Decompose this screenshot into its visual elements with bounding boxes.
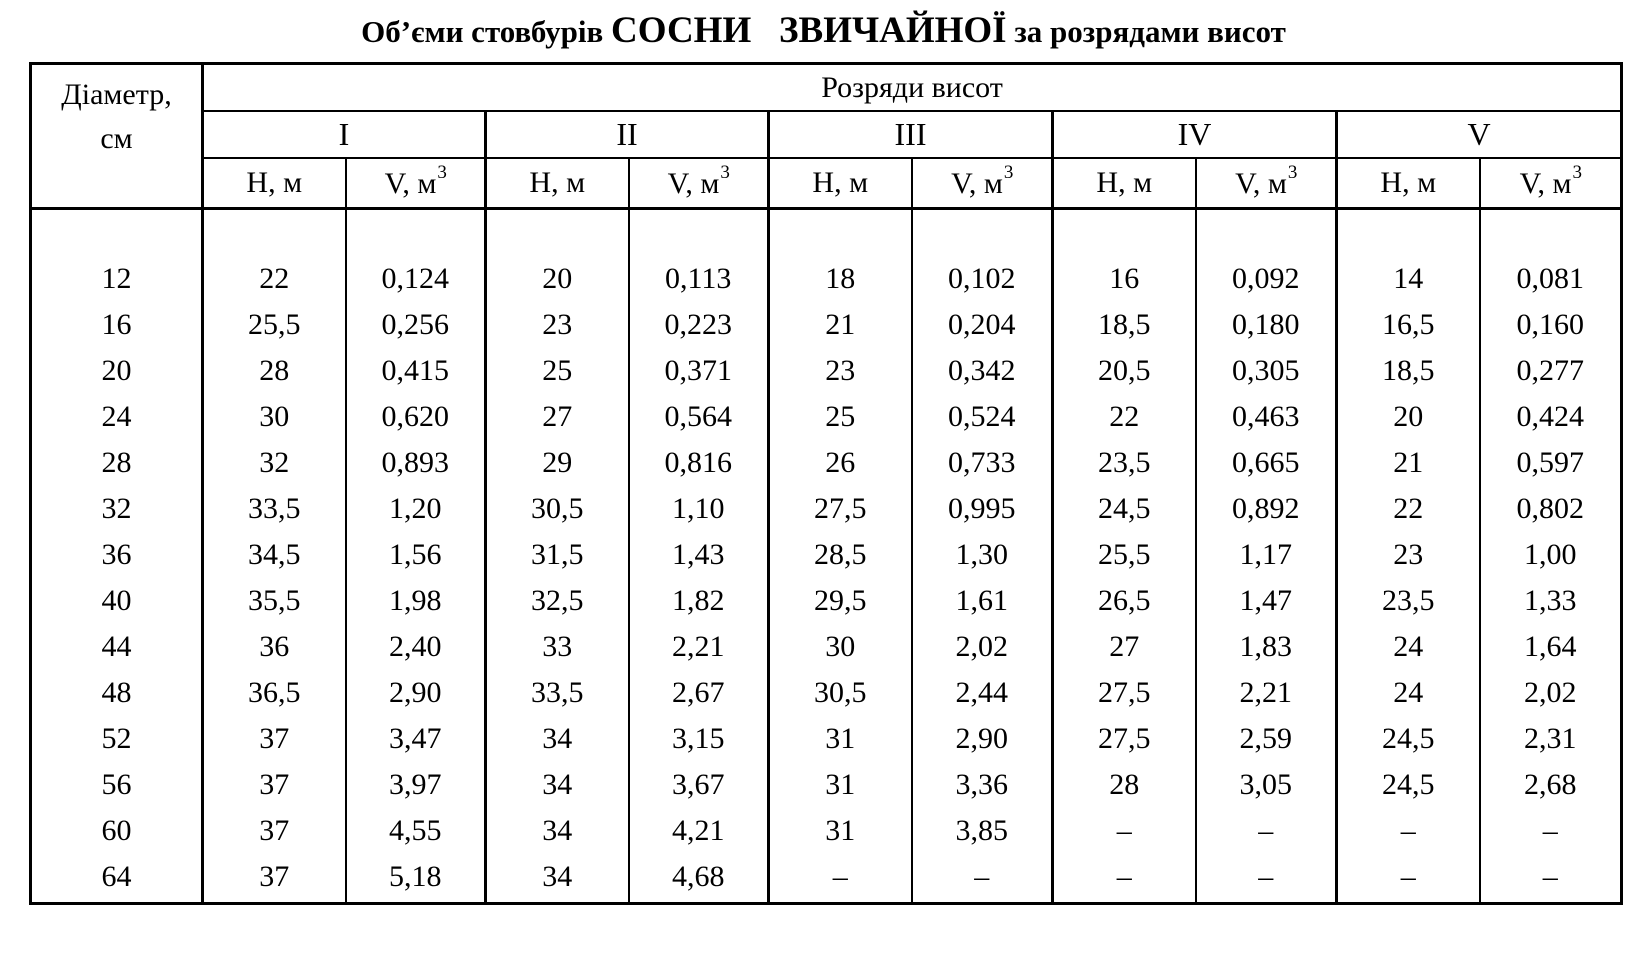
height-cell: 31 [769,808,912,854]
table-row [31,854,1622,900]
volume-cell: 0,564 [629,394,769,440]
height-cell: 32 [203,440,346,486]
volume-cell: 2,02 [1480,670,1622,716]
col-header-v: V, $м^3$ [912,158,1053,209]
volume-cell: 1,98 [346,578,486,624]
height-cell: 16 [1053,256,1196,302]
col-header-h: Н, м [203,158,346,209]
table-row [31,624,1622,670]
volume-cell: 0,180 [1196,302,1337,348]
height-cell: 33 [486,624,629,670]
height-cell: 18 [769,256,912,302]
col-header-v: V, $м^3$ [629,158,769,209]
volume-cell: 2,21 [1196,670,1337,716]
height-cell: 30 [203,394,346,440]
table-row [31,440,1622,486]
height-cell: 16,5 [1337,302,1480,348]
title-prefix: Об’єми стовбурів [361,14,611,49]
height-cell: 27,5 [1053,670,1196,716]
height-cell: 27,5 [769,486,912,532]
col-header-h: Н, м [486,158,629,209]
spacer-cell [1053,900,1196,904]
volume-cell: – [912,854,1053,900]
col-header-v: V, $м^3$ [1196,158,1337,209]
height-cell: 24 [1337,670,1480,716]
volume-cell: 0,371 [629,348,769,394]
table-row [31,670,1622,716]
diameter-cell: 56 [101,768,132,801]
spacer-cell [486,209,629,257]
volume-cell: 1,43 [629,532,769,578]
height-cell: 35,5 [203,578,346,624]
volume-cell: 0,081 [1480,256,1622,302]
height-cell: 34 [486,762,629,808]
height-classes-header: Розряди висот [203,64,1622,112]
volume-cell: 3,97 [346,762,486,808]
height-cell: – [769,854,912,900]
spacer-cell [769,209,912,257]
volume-cell: 3,05 [1196,762,1337,808]
volume-cell: – [1196,854,1337,900]
diameter-cell: 16 [101,308,132,341]
volume-cell: 0,342 [912,348,1053,394]
height-cell: 23 [1337,532,1480,578]
spacer-cell [203,900,346,904]
spacer-cell [346,900,486,904]
height-cell: 29 [486,440,629,486]
height-cell: 36 [203,624,346,670]
height-cell: – [1337,808,1480,854]
volume-cell: 0,424 [1480,394,1622,440]
header-row-classes [31,111,1622,158]
volume-cell: 2,02 [912,624,1053,670]
col-header-v: V, $м^3$ [1480,158,1622,209]
volume-cell: 5,18 [346,854,486,900]
volume-cell: 3,15 [629,716,769,762]
volume-cell: – [1196,808,1337,854]
diameter-cell: 36 [101,538,132,571]
height-cell: 26,5 [1053,578,1196,624]
height-cell: 28,5 [769,532,912,578]
height-cell: 24 [1337,624,1480,670]
height-cell: 30 [769,624,912,670]
height-cell: 37 [203,854,346,900]
spacer-cell [1480,900,1622,904]
height-cell: 30,5 [769,670,912,716]
volume-cell: 1,61 [912,578,1053,624]
height-cell: – [1053,808,1196,854]
volume-cell: 0,463 [1196,394,1337,440]
volume-cell: 2,67 [629,670,769,716]
height-cell: 25 [486,348,629,394]
volume-cell: 2,44 [912,670,1053,716]
spacer-cell [1337,209,1480,257]
volume-cell: 3,85 [912,808,1053,854]
spacer-cell [346,209,486,257]
col-header-v: V, $м^3$ [346,158,486,209]
volume-cell: 0,113 [629,256,769,302]
volume-cell: 2,59 [1196,716,1337,762]
diameter-cell: 12 [101,262,132,295]
height-cell: – [1337,854,1480,900]
height-cell: 27 [486,394,629,440]
spacer-cell [769,900,912,904]
height-cell: 26 [769,440,912,486]
height-cell: 34 [486,716,629,762]
volume-cell: 4,55 [346,808,486,854]
diameter-header-cell [31,64,203,209]
col-header-h: Н, м [769,158,912,209]
volume-cell: 1,17 [1196,532,1337,578]
spacer-row-top [31,209,1622,257]
height-cell: 37 [203,762,346,808]
volume-cell: 1,64 [1480,624,1622,670]
height-cell: 21 [769,302,912,348]
height-cell: 34,5 [203,532,346,578]
volume-table [29,62,1623,905]
volume-cell: 0,620 [346,394,486,440]
volume-cell: 1,82 [629,578,769,624]
spacer-row-bottom [31,900,1622,904]
spacer-cell [912,900,1053,904]
height-cell: 28 [203,348,346,394]
diameter-cell: 64 [101,860,132,893]
height-cell: 14 [1337,256,1480,302]
height-cell: 29,5 [769,578,912,624]
height-cell: 24,5 [1337,762,1480,808]
volume-cell: 0,816 [629,440,769,486]
volume-cell: 0,305 [1196,348,1337,394]
volume-cell: 0,892 [1196,486,1337,532]
class-header-1: I [203,111,486,158]
diameter-cell: 52 [101,722,132,755]
height-cell: 34 [486,808,629,854]
volume-cell: 0,102 [912,256,1053,302]
volume-cell: 2,40 [346,624,486,670]
height-cell: 37 [203,716,346,762]
volume-cell: 0,092 [1196,256,1337,302]
diameter-cell: 60 [101,814,132,847]
height-cell: 33,5 [203,486,346,532]
spacer-cell [31,900,203,904]
volume-cell: 0,277 [1480,348,1622,394]
page-title [0,6,1647,57]
volume-cell: 2,21 [629,624,769,670]
volume-cell: 0,733 [912,440,1053,486]
volume-cell: 0,204 [912,302,1053,348]
spacer-cell [31,209,203,257]
height-cell: 20 [486,256,629,302]
height-cell: 36,5 [203,670,346,716]
height-cell: 28 [1053,762,1196,808]
volume-cell: 0,223 [629,302,769,348]
height-cell: 25,5 [203,302,346,348]
header-row-group [31,64,1622,112]
diameter-cell: 44 [101,630,132,663]
class-header-5: V [1337,111,1622,158]
diameter-cell: 48 [101,676,132,709]
height-cell: 18,5 [1337,348,1480,394]
height-cell: 23,5 [1337,578,1480,624]
volume-cell: 3,67 [629,762,769,808]
volume-cell: 0,160 [1480,302,1622,348]
volume-cell: – [1480,854,1622,900]
volume-cell: 1,20 [346,486,486,532]
volume-cell: 2,68 [1480,762,1622,808]
class-header-4: IV [1053,111,1337,158]
diameter-header-line2: см [100,122,133,155]
volume-cell: 1,00 [1480,532,1622,578]
volume-cell: 1,30 [912,532,1053,578]
volume-cell: – [1480,808,1622,854]
table-row [31,348,1622,394]
volume-cell: 0,256 [346,302,486,348]
spacer-cell [1480,209,1622,257]
height-cell: 24,5 [1053,486,1196,532]
class-header-2: II [486,111,769,158]
diameter-cell: 40 [101,584,132,617]
spacer-cell [629,209,769,257]
volume-cell: 2,90 [912,716,1053,762]
table-row [31,486,1622,532]
diameter-header-line1: Діаметр, [61,78,172,111]
height-cell: 25,5 [1053,532,1196,578]
volume-cell: 0,995 [912,486,1053,532]
diameter-cell: 32 [101,492,132,525]
diameter-cell: 24 [101,400,132,433]
header-row-labels [31,158,1622,209]
height-cell: 32,5 [486,578,629,624]
volume-cell: 0,893 [346,440,486,486]
height-cell: 20 [1337,394,1480,440]
table-row [31,256,1622,302]
title-suffix: за розрядами висот [1006,14,1286,49]
table-row [31,394,1622,440]
height-cell: 18,5 [1053,302,1196,348]
height-cell: 22 [1337,486,1480,532]
spacer-cell [1337,900,1480,904]
height-cell: 31 [769,716,912,762]
table-row [31,532,1622,578]
volume-cell: 1,47 [1196,578,1337,624]
volume-cell: 1,10 [629,486,769,532]
volume-cell: 2,90 [346,670,486,716]
height-cell: 37 [203,808,346,854]
volume-cell: 0,124 [346,256,486,302]
height-cell: 34 [486,854,629,900]
volume-cell: 1,83 [1196,624,1337,670]
height-cell: 27 [1053,624,1196,670]
table-row [31,578,1622,624]
height-cell: – [1053,854,1196,900]
spacer-cell [486,900,629,904]
volume-cell: 2,31 [1480,716,1622,762]
volume-cell: 0,802 [1480,486,1622,532]
height-cell: 31 [769,762,912,808]
height-cell: 23,5 [1053,440,1196,486]
col-header-h: Н, м [1053,158,1196,209]
volume-cell: 4,68 [629,854,769,900]
spacer-cell [1053,209,1196,257]
diameter-cell: 20 [101,354,132,387]
spacer-cell [629,900,769,904]
volume-cell: 1,33 [1480,578,1622,624]
col-header-h: Н, м [1337,158,1480,209]
height-cell: 33,5 [486,670,629,716]
volume-cell: 0,524 [912,394,1053,440]
height-cell: 22 [1053,394,1196,440]
height-cell: 23 [486,302,629,348]
spacer-cell [912,209,1053,257]
volume-cell: 4,21 [629,808,769,854]
spacer-cell [1196,209,1337,257]
height-cell: 30,5 [486,486,629,532]
volume-cell: 3,47 [346,716,486,762]
height-cell: 31,5 [486,532,629,578]
volume-cell: 3,36 [912,762,1053,808]
height-cell: 25 [769,394,912,440]
class-header-3: III [769,111,1053,158]
height-cell: 23 [769,348,912,394]
height-cell: 20,5 [1053,348,1196,394]
height-cell: 24,5 [1337,716,1480,762]
height-cell: 22 [203,256,346,302]
volume-cell: 0,597 [1480,440,1622,486]
volume-cell: 0,665 [1196,440,1337,486]
spacer-cell [1196,900,1337,904]
height-cell: 21 [1337,440,1480,486]
volume-cell: 1,56 [346,532,486,578]
table-row [31,762,1622,808]
title-emphasis: СОСНИ ЗВИЧАЙНОЇ [611,10,1007,51]
volume-cell: 0,415 [346,348,486,394]
height-cell: 27,5 [1053,716,1196,762]
table-row [31,302,1622,348]
spacer-cell [203,209,346,257]
table-row [31,808,1622,854]
diameter-cell: 28 [101,446,132,479]
table-body [31,209,1622,904]
table-row [31,716,1622,762]
